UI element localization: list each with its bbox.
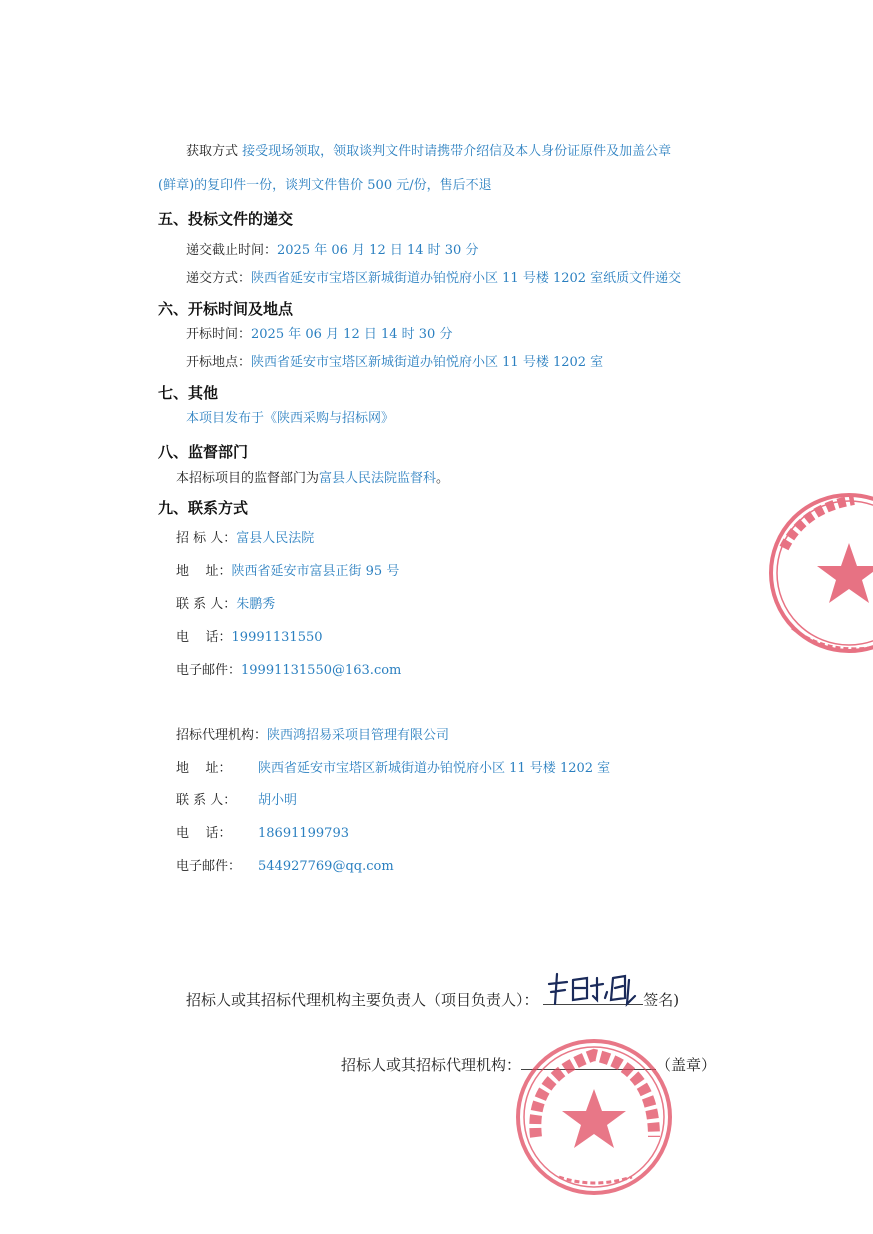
supervision-dept: 富县人民法院监督科 [319,471,437,486]
signature-line-1-text: 招标人或其招标代理机构主要负责人（项目负责人）： [186,991,539,1009]
supervision-line [176,470,449,488]
tenderer-email-value[interactable]: 19991131550@163.com [241,663,402,678]
method-label: 递交方式： [186,271,252,286]
section8-heading: 八、监督部门 [158,443,249,461]
tenderer-contact-line [176,596,275,614]
agency-name-value: 陕西鸿招易采项目管理有限公司 [267,728,450,743]
tenderer-email-label: 电子邮件： [176,663,242,678]
company-seal-bottom-icon [514,1037,674,1197]
tenderer-addr-line [176,563,399,581]
agency-addr-line [176,760,610,778]
signature-line-1 [186,988,679,1010]
signature-line-2-suffix: （盖章） [656,1056,717,1074]
agency-addr-label: 地 址： [176,761,232,776]
tenderer-contact-label: 联 系 人： [176,597,237,612]
signature-field [543,988,643,1005]
agency-email-value[interactable]: 544927769@qq.com [258,859,394,874]
deadline-value: 2025 年 06 月 12 日 14 时 30 分 [277,243,479,258]
section7-heading: 七、其他 [158,384,219,402]
agency-contact-label: 联 系 人： [176,793,237,808]
company-seal-side-icon [764,488,873,668]
section6-heading: 六、开标时间及地点 [158,300,294,318]
tenderer-name-value: 富县人民法院 [236,531,315,546]
section7-text: 本项目发布于《陕西采购与招标网》 [186,411,395,426]
time-line [186,326,452,344]
agency-phone-value: 18691199793 [258,826,349,841]
supervision-prefix: 本招标项目的监督部门为 [176,471,320,486]
agency-phone-line [176,825,349,843]
section9-heading: 九、联系方式 [158,499,249,517]
obtain-line-2: (鲜章)的复印件一份，谈判文件售价 500 元/份，售后不退 [158,178,492,193]
tenderer-email-line [176,662,401,680]
obtain-value-1: 接受现场领取，领取谈判文件时请携带介绍信及本人身份证原件及加盖公章 [242,144,672,159]
obtain-label: 获取方式 [186,144,239,159]
time-label: 开标时间： [186,327,252,342]
tenderer-name-label: 招 标 人： [176,531,237,546]
method-line [186,270,681,288]
deadline-label: 递交截止时间： [186,243,278,258]
tenderer-addr-value: 陕西省延安市富县正街 95 号 [231,564,400,579]
place-label: 开标地点： [186,355,252,370]
agency-contact-value: 胡小明 [258,793,298,808]
tenderer-phone-line [176,629,323,647]
tenderer-addr-label: 地 址： [176,564,232,579]
agency-name-label: 招标代理机构： [176,728,268,743]
method-value: 陕西省延安市宝塔区新城街道办铂悦府小区 11 号楼 1202 室纸质文件递交 [251,271,682,286]
agency-phone-label: 电 话： [176,826,232,841]
signature-line-1-suffix: 签名) [643,991,680,1009]
deadline-line [186,242,478,260]
handwritten-signature [545,970,645,1010]
obtain-line-1 [186,143,671,161]
section5-heading: 五、投标文件的递交 [158,210,294,228]
tenderer-name-line [176,530,314,548]
signature-line-2-text: 招标人或其招标代理机构： [341,1056,522,1074]
agency-addr-value: 陕西省延安市宝塔区新城街道办铂悦府小区 11 号楼 1202 室 [258,761,611,776]
supervision-suffix: 。 [436,471,450,486]
time-value: 2025 年 06 月 12 日 14 时 30 分 [251,327,453,342]
place-value: 陕西省延安市宝塔区新城街道办铂悦府小区 11 号楼 1202 室 [251,355,604,370]
tenderer-phone-label: 电 话： [176,630,232,645]
agency-contact-line [176,792,297,810]
place-line [186,354,603,372]
agency-name-line [176,727,449,745]
agency-email-line [176,858,394,876]
tenderer-contact-value: 朱鹏秀 [236,597,276,612]
agency-email-label: 电子邮件： [176,859,242,874]
tenderer-phone-value: 19991131550 [231,630,323,645]
